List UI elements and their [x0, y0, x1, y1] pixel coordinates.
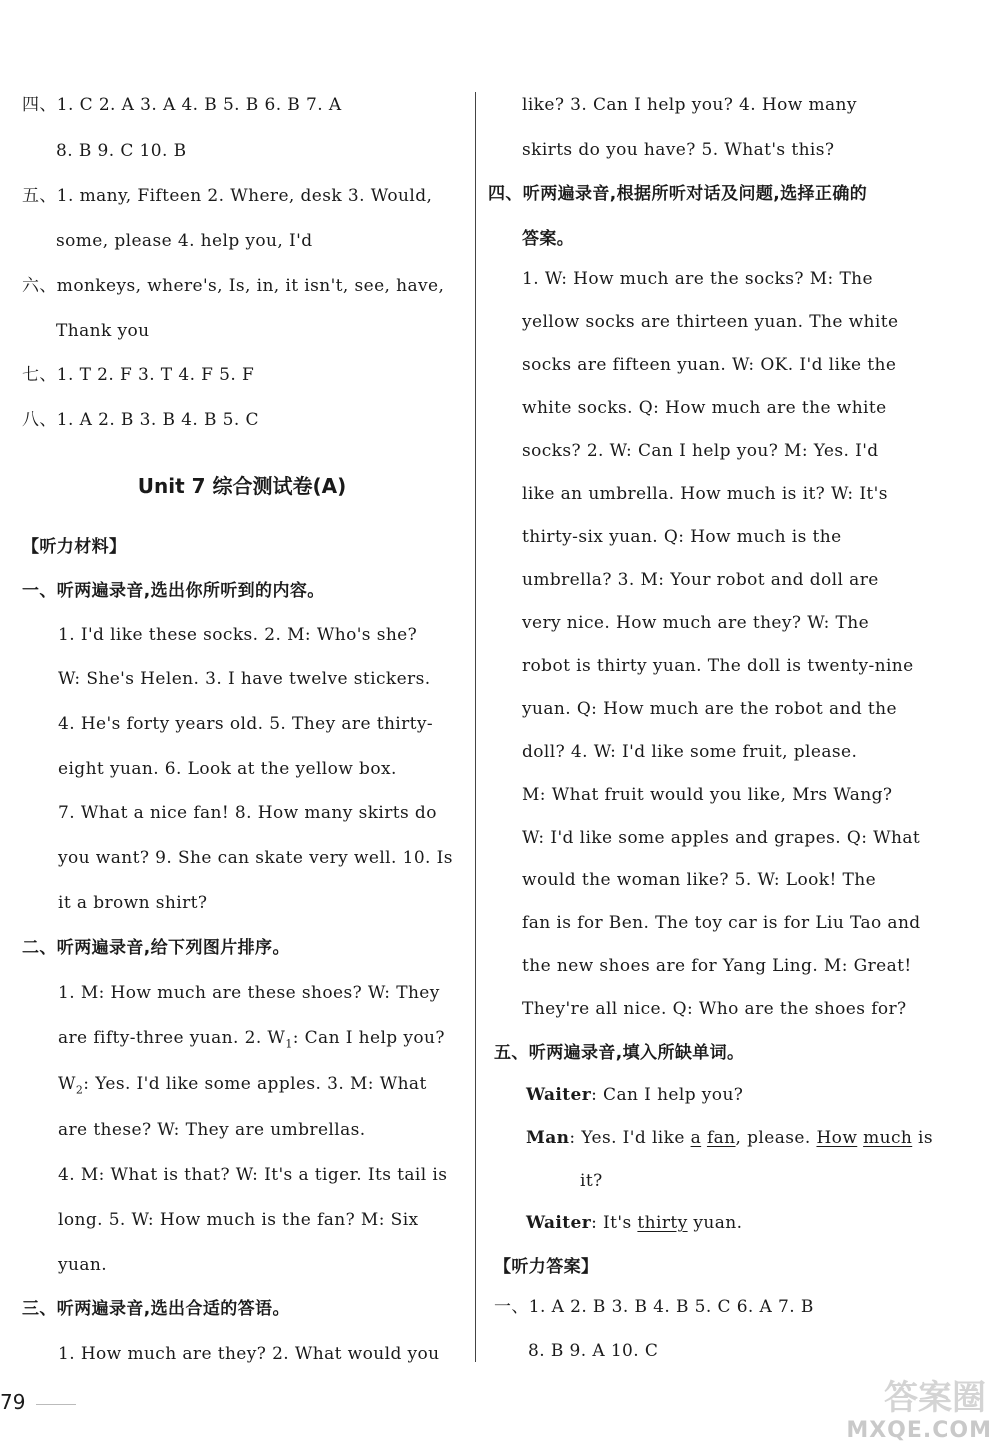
answer-line-7: 七、1. T 2. F 3. T 4. F 5. F	[22, 365, 255, 385]
listening-answers-heading: 【听力答案】	[494, 1257, 599, 1277]
page-number-rule	[36, 1404, 76, 1405]
section-3-line: 1. How much are they? 2. What would you	[58, 1344, 440, 1364]
listening-material-heading: 【听力材料】	[22, 537, 127, 557]
filled-blank: much	[863, 1128, 913, 1148]
section-4-line: 1. W: How much are the socks? M: The	[522, 269, 873, 289]
section-2-line: long. 5. W: How much is the fan? M: Six	[58, 1210, 419, 1230]
section-4-heading-cont: 答案。	[522, 229, 575, 249]
section-4-line: socks? 2. W: Can I help you? M: Yes. I'd	[522, 441, 879, 461]
section-1-line: 1. I'd like these socks. 2. M: Who's she?	[58, 625, 418, 645]
section-4-line: yuan. Q: How much are the robot and the	[522, 699, 897, 719]
section-3-line: like? 3. Can I help you? 4. How many	[522, 95, 857, 115]
section-4-line: M: What fruit would you like, Mrs Wang?	[522, 785, 893, 805]
column-divider	[475, 92, 476, 1362]
answer-line-5: 五、1. many, Fifteen 2. Where, desk 3. Would,	[22, 186, 433, 206]
section-4-line: would the woman like? 5. W: Look! The	[522, 870, 877, 890]
section-1-line: it a brown shirt?	[58, 893, 208, 913]
answer-line-8: 八、1. A 2. B 3. B 4. B 5. C	[22, 410, 259, 430]
answer-line-4: 四、1. C 2. A 3. A 4. B 5. B 6. B 7. A	[22, 95, 342, 115]
section-4-line: robot is thirty yuan. The doll is twenty-nine	[522, 656, 914, 676]
answer-line-4-cont: 8. B 9. C 10. B	[56, 141, 187, 161]
section-1-line: 4. He's forty years old. 5. They are thirty-	[58, 714, 434, 734]
section-1-line: W: She's Helen. 3. I have twelve stickers.	[58, 669, 431, 689]
section-2-line: are fifty-three yuan. 2. $W_1$: Can I help you?	[58, 1028, 445, 1051]
answer-line-5-cont: some, please 4. help you, I'd	[56, 231, 313, 251]
answer-line-6-cont: Thank you	[56, 321, 150, 341]
section-1-line: 7. What a nice fan! 8. How many skirts do	[58, 803, 437, 823]
section-4-line: white socks. Q: How much are the white	[522, 398, 887, 418]
section-2-line: 1. M: How much are these shoes? W: They	[58, 983, 440, 1003]
dialogue-line: Waiter: It's thirty yuan.	[526, 1213, 743, 1233]
dialogue-line-cont: it?	[580, 1171, 603, 1191]
section-5-heading: 五、听两遍录音,填入所缺单词。	[494, 1043, 745, 1063]
section-3-heading: 三、听两遍录音,选出合适的答语。	[22, 1299, 290, 1319]
section-4-heading: 四、听两遍录音,根据所听对话及问题,选择正确的	[488, 184, 868, 204]
section-2-line: are these? W: They are umbrellas.	[58, 1120, 366, 1140]
section-1-heading: 一、听两遍录音,选出你所听到的内容。	[22, 581, 325, 601]
dialogue-line: Waiter: Can I help you?	[526, 1085, 744, 1105]
answer-line-6: 六、monkeys, where's, Is, in, it isn't, see, have,	[22, 276, 445, 296]
section-4-line: fan is for Ben. The toy car is for Liu Tao and	[522, 913, 921, 933]
answer-line-1: 一、1. A 2. B 3. B 4. B 5. C 6. A 7. B	[494, 1297, 814, 1317]
section-4-line: thirty-six yuan. Q: How much is the	[522, 527, 842, 547]
dialogue-line: Man: Yes. I'd like a fan, please. How much is	[526, 1128, 933, 1148]
section-1-line: eight yuan. 6. Look at the yellow box.	[58, 759, 397, 779]
filled-blank: How	[816, 1128, 858, 1148]
section-4-line: like an umbrella. How much is it? W: It's	[522, 484, 888, 504]
filled-blank: fan	[706, 1128, 736, 1148]
section-4-line: yellow socks are thirteen yuan. The white	[522, 312, 899, 332]
section-2-line: 4. M: What is that? W: It's a tiger. Its tail is	[58, 1165, 448, 1185]
unit-title: Unit 7 综合测试卷(A)	[137, 474, 347, 498]
section-4-line: very nice. How much are they? W: The	[522, 613, 870, 633]
section-4-line: They're all nice. Q: Who are the shoes for?	[522, 999, 907, 1019]
section-2-line: yuan.	[58, 1255, 108, 1275]
watermark-url: MXQE.COM	[846, 1418, 992, 1443]
watermark-glyphs: 答案圈	[884, 1378, 986, 1418]
section-4-line: doll? 4. W: I'd like some fruit, please.	[522, 742, 858, 762]
section-4-line: umbrella? 3. M: Your robot and doll are	[522, 570, 879, 590]
section-2-heading: 二、听两遍录音,给下列图片排序。	[22, 938, 290, 958]
section-2-line: $W_2$: Yes. I'd like some apples. 3. M: What	[58, 1074, 427, 1097]
page-number: 79	[0, 1390, 26, 1414]
section-4-line: the new shoes are for Yang Ling. M: Great!	[522, 956, 912, 976]
filled-blank: thirty	[637, 1213, 688, 1233]
filled-blank: a	[690, 1128, 702, 1148]
section-4-line: socks are fifteen yuan. W: OK. I'd like the	[522, 355, 897, 375]
watermark-logo	[842, 1378, 992, 1443]
answer-line-1-cont: 8. B 9. A 10. C	[528, 1341, 659, 1361]
section-1-line: you want? 9. She can skate very well. 10. Is	[58, 848, 453, 868]
section-3-line: skirts do you have? 5. What's this?	[522, 140, 835, 160]
section-4-line: W: I'd like some apples and grapes. Q: What	[522, 828, 921, 848]
